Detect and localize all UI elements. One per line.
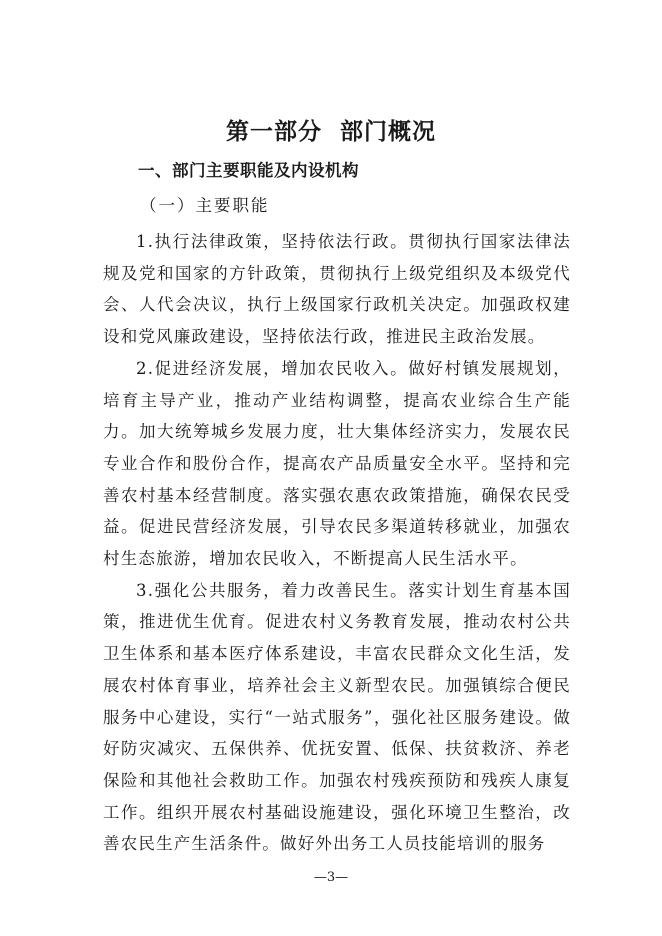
body-text [103, 226, 571, 860]
page-title: 第一部分 部门概况 [225, 119, 436, 145]
paragraph-3: 3.强化公共服务，着力改善民生。落实计划生育基本国策，推进优生优育。促进农村义务教育发展，推动农村公共卫生体系和基本医疗体系建设，丰富农民群众文化生活，发展农村体育事业，培养社会主义新型农民。加强镇综合便民服务中心建设，实行“一站式服务”，强化社区服务建设。做好防灾减灾、五保供养、优抚安置、低保、扶贫救济、养老保险和其他社会救助工作。加强农村残疾预防和残疾人康复工作。组织开展农村基础设施建设，强化环境卫生整治，改善农民生产生活条件。做好外出务工人员技能培训的服务 [103, 580, 571, 854]
paragraph-1: 1.执行法律政策，坚持依法行政。贯彻执行国家法律法规及党和国家的方针政策，贯彻执行上级党组织及本级党代会、人代会决议，执行上级国家行政机关决定。加强政权建设和党风廉政建设，坚持依法行政，推进民主政治发展。 [103, 232, 571, 347]
section-heading: 一、部门主要职能及内设机构 [138, 161, 359, 180]
sub-heading: （一）主要职能 [140, 196, 270, 215]
paragraph-2: 2.促进经济发展，增加农民收入。做好村镇发展规划，培育主导产业，推动产业结构调整，提高农业综合生产能力。加大统筹城乡发展力度，壮大集体经济实力，发展农民专业合作和股份合作，提高农产品质量安全水平。坚持和完善农村基本经营制度。落实强农惠农政策措施，确保农民受益。促进民营经济发展，引导农民多渠道转移就业，加强农村生态旅游，增加农民收入，不断提高人民生活水平。 [103, 358, 571, 569]
page-number: —3— [313, 870, 349, 885]
